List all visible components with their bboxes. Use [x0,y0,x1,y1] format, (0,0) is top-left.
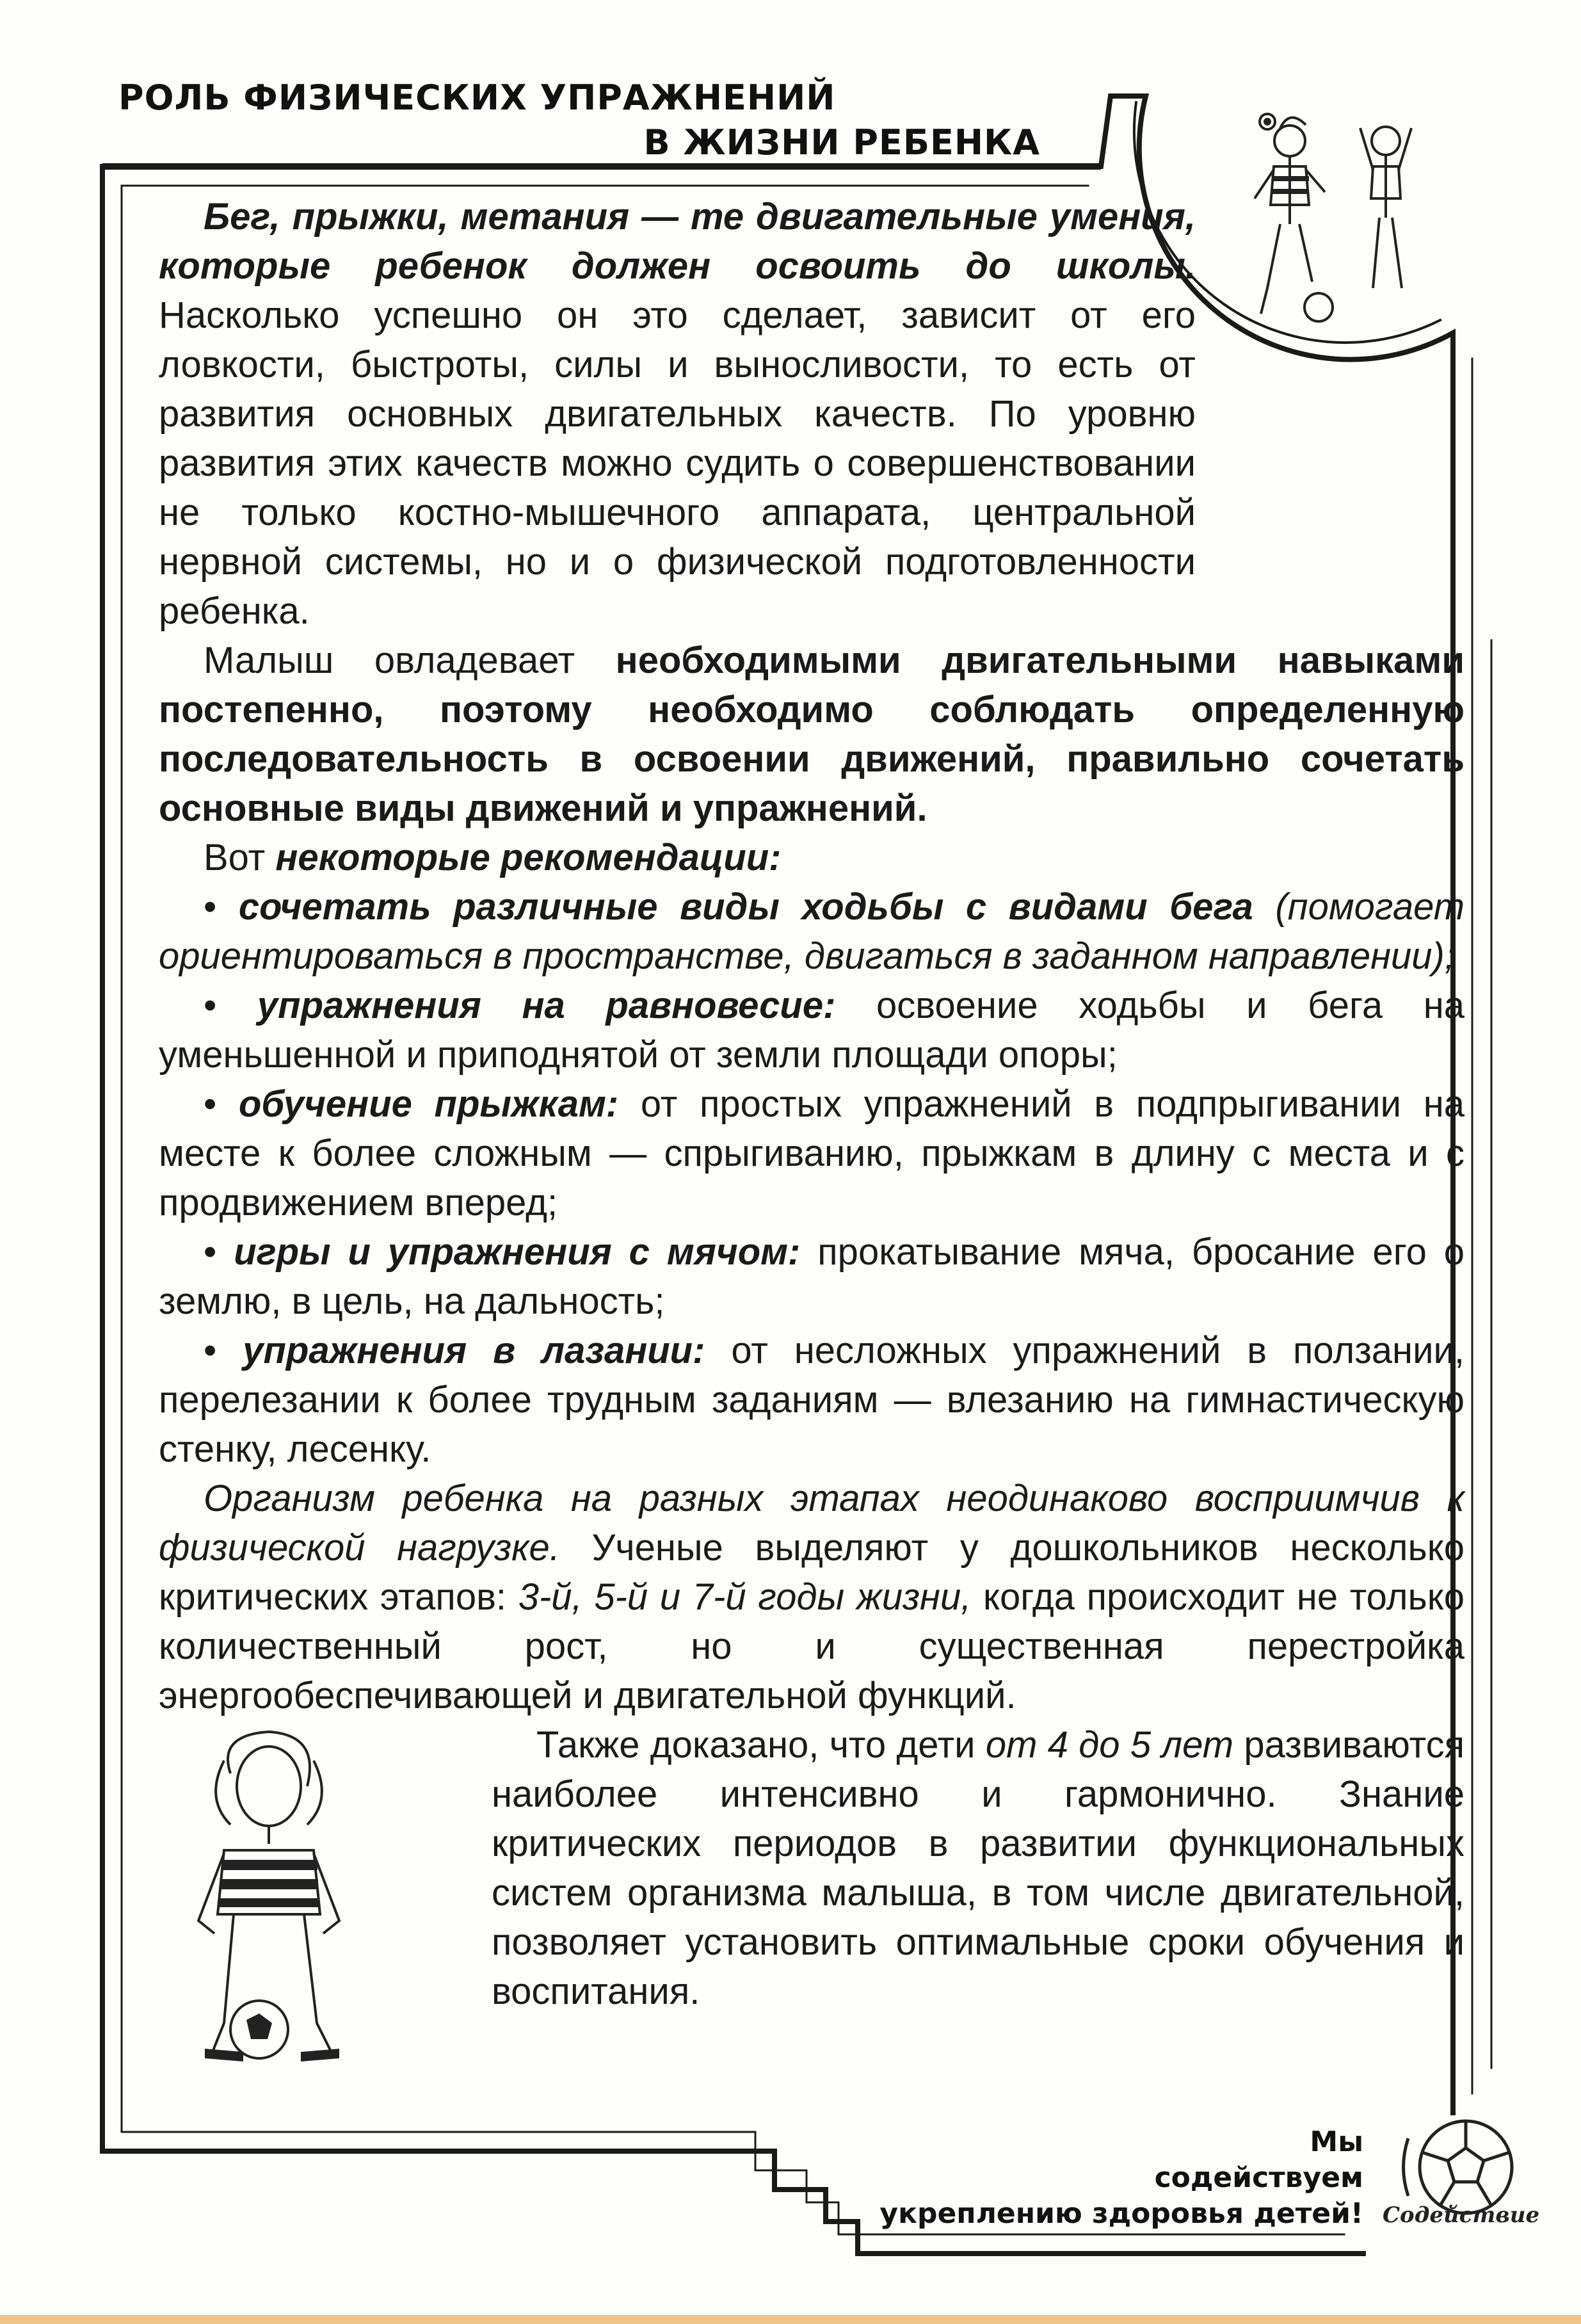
bullet-text: от несложных упражнений в ползании, перелезании к более трудным заданиям — влезанию на гимнастическую стенку, лесенку. [159,1330,1465,1470]
bullet-marker: • [204,985,217,1026]
bullet-lead: игры и упражнения с мячом: [234,1231,801,1273]
bullet-marker: • [204,1330,217,1371]
list-item [159,1227,1465,1326]
footer-line-1: Мы [1310,2126,1363,2158]
organism-text-2: когда происходит не только количественный рост, но и существенная перестройка энергообеспечивающей и двигательной функций. [159,1576,1465,1716]
footer-slogan [851,2124,1363,2232]
organism-text-1: Ученые выделяют у дошкольников несколько критических этапов: [159,1527,1465,1618]
bullet-text: от простых упражнений в подпрыгивании на месте к более сложным — спрыгиванию, прыжкам в длину с места и с продвижением вперед; [159,1083,1465,1223]
bullet-text: (помогает ориентироваться в пространстве, двигаться в заданном направлении); [159,886,1465,977]
girl-with-ball-illustration-icon [179,1722,371,2081]
final-paragraph [492,1720,1465,2016]
page-title [118,76,1066,165]
skills-paragraph [159,636,1465,833]
intro-lead: Бег, прыжки, метания — те двигательные умения, которые ребенок должен освоить до школы. [159,196,1196,287]
footer-line-2: содействуем [1154,2161,1363,2194]
title-line-2: В ЖИЗНИ РЕБЕНКА [643,122,1040,163]
list-item [159,882,1465,981]
skills-bold: необходимыми двигательными навыками постепенно, поэтому необходимо соблюдать определенную последовательность в освоении движений, правильно сочетать основные виды движений и упражнений. [159,640,1465,829]
organism-italic: Организм ребенка на разных этапах неодинаково восприимчив к физической нагрузке. [159,1478,1465,1569]
bullet-text: прокатывание мяча, бросание его о землю, в цель, на дальность; [159,1231,1465,1322]
recommend-bold: некоторые рекомендации: [275,837,782,878]
bullet-lead: сочетать различные виды ходьбы с видами бега [238,886,1253,928]
bullet-lead: упражнения на равновесие: [257,985,836,1026]
bullet-text: освоение ходьбы и бега на уменьшенной и приподнятой от земли площади опоры; [159,985,1465,1076]
organism-paragraph [159,1474,1465,1720]
intro-paragraph [159,192,1196,636]
list-item [159,1326,1465,1474]
bullet-lead: упражнения в лазании: [243,1330,705,1371]
footer-line-3: укреплению здоровья детей! [879,2197,1363,2230]
edge-stripe [0,2315,1581,2324]
bullet-marker: • [204,1231,217,1273]
final-text-1: Также доказано, что дети [536,1724,986,1766]
bullet-marker: • [204,1083,217,1125]
list-item [159,981,1465,1079]
title-line-1: РОЛЬ ФИЗИЧЕСКИХ УПРАЖНЕНИЙ [118,77,836,118]
recommend-heading [159,833,1465,882]
skills-text: Малыш овладевает [204,640,616,681]
list-item [159,1079,1465,1227]
final-text-2: развиваются наиболее интенсивно и гармонично. Знание критических периодов в развитии функциональных систем организма малыша, в том числе двигательной, позволяет установить оптимальные сроки обучения и воспитания. [492,1724,1465,2012]
final-italic: от 4 до 5 лет [985,1724,1234,1766]
bullet-lead: обучение прыжкам: [238,1083,619,1125]
organism-italic-2: 3-й, 5-й и 7-й годы жизни, [518,1576,972,1618]
logo-caption: Содействие [1383,2202,1540,2228]
recommend-text: Вот [204,837,276,878]
bullet-marker: • [204,886,217,928]
intro-text: Насколько успешно он это сделает, зависит от его ловкости, быстроты, силы и выносливости, то есть от развития основных двигательных качеств. По уровню развития этих качеств можно судить о совершенствовании не только костно-мышечного аппарата, центральной нервной системы, но и о физической подготовленности ребенка. [159,295,1196,632]
